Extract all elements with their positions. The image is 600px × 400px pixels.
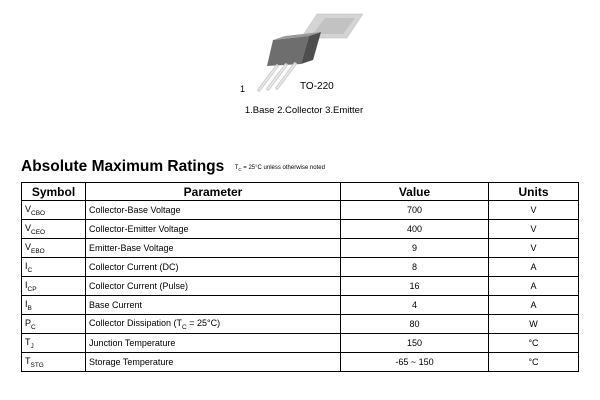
parameter-cell: Collector-Base Voltage (86, 201, 341, 220)
unit-cell: V (489, 239, 579, 258)
condition-symbol: T (234, 165, 239, 171)
parameter-cell: Collector-Emitter Voltage (86, 220, 341, 239)
symbol-cell: $T_{STG}$ (22, 353, 86, 372)
symbol-cell: $P_C$ (22, 315, 86, 334)
symbol-cell: $T_J$ (22, 334, 86, 353)
pin-assignment: 1.Base 2.Collector 3.Emitter (244, 105, 364, 116)
table-row (22, 277, 579, 296)
value-cell: -65 ~ 150 (341, 353, 489, 372)
symbol-cell: $V_{EBO}$ (22, 239, 86, 258)
parameter-cell: Collector Current (DC) (86, 258, 341, 277)
table-row (22, 296, 579, 315)
condition-text: = 25°C unless otherwise noted (241, 165, 325, 171)
table-row (22, 258, 579, 277)
value-cell: 16 (341, 277, 489, 296)
rating-condition-note (235, 165, 325, 171)
value-cell: 700 (341, 201, 489, 220)
table-row (22, 201, 579, 220)
header-units: Units (489, 183, 579, 201)
parameter-cell: Storage Temperature (86, 353, 341, 372)
table-row (22, 315, 579, 334)
value-cell: 150 (341, 334, 489, 353)
value-cell: 400 (341, 220, 489, 239)
ratings-table (21, 182, 579, 372)
table-row (22, 239, 579, 258)
package-figure (0, 0, 600, 150)
value-cell: 80 (341, 315, 489, 334)
symbol-cell: $I_C$ (22, 258, 86, 277)
header-value: Value (341, 183, 489, 201)
parameter-cell: Emitter-Base Voltage (86, 239, 341, 258)
parameter-cell: Base Current (86, 296, 341, 315)
parameter-cell: Junction Temperature (86, 334, 341, 353)
unit-cell: V (489, 220, 579, 239)
symbol-cell: $I_{CP}$ (22, 277, 86, 296)
table-row (22, 353, 579, 372)
table-row (22, 334, 579, 353)
value-cell: 4 (341, 296, 489, 315)
pin-one-marker: 1 (240, 84, 246, 94)
unit-cell: A (489, 258, 579, 277)
unit-cell: A (489, 296, 579, 315)
unit-cell: °C (489, 353, 579, 372)
unit-cell: °C (489, 334, 579, 353)
unit-cell: V (489, 201, 579, 220)
value-cell: 8 (341, 258, 489, 277)
table-row (22, 220, 579, 239)
condition-subscript: C (238, 167, 242, 173)
section-title: Absolute Maximum Ratings (21, 158, 225, 175)
value-cell: 9 (341, 239, 489, 258)
table-header-row (22, 183, 579, 201)
symbol-cell: $V_{CBO}$ (22, 201, 86, 220)
header-parameter: Parameter (86, 183, 341, 201)
unit-cell: W (489, 315, 579, 334)
unit-cell: A (489, 277, 579, 296)
symbol-cell: $I_B$ (22, 296, 86, 315)
parameter-cell: Collector Current (Pulse) (86, 277, 341, 296)
symbol-cell: $V_{CEO}$ (22, 220, 86, 239)
header-symbol: Symbol (22, 183, 86, 201)
section-heading (21, 158, 325, 176)
parameter-cell: Collector Dissipation $(T_C = 25^\circ C)$ (86, 315, 341, 334)
package-name: TO-220 (300, 81, 334, 92)
